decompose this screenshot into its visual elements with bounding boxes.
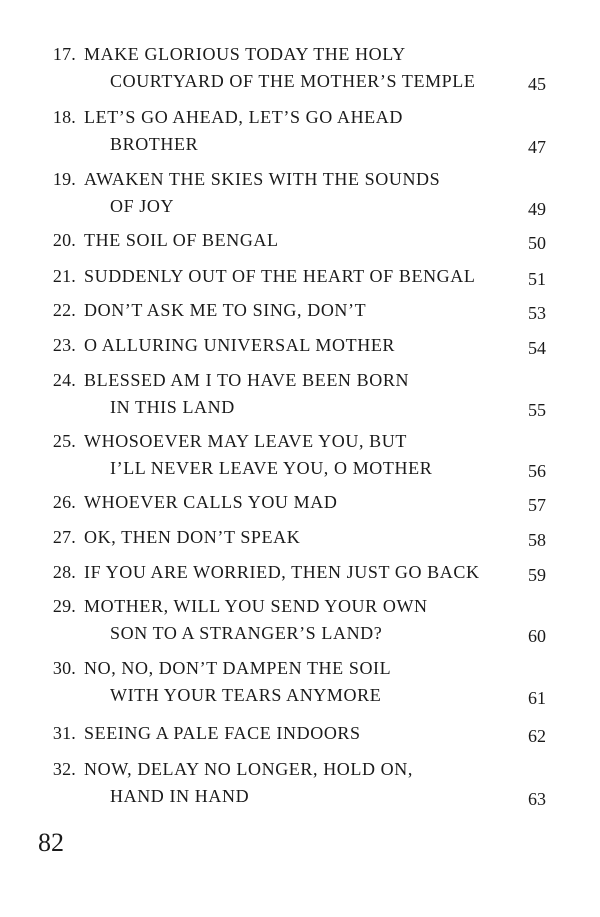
toc-entry-title: SUDDENLY OUT OF THE HEART OF BENGAL bbox=[84, 266, 476, 286]
toc-entry-title-continued: IN THIS LAND bbox=[110, 397, 235, 417]
toc-entry-number: 22. bbox=[52, 300, 76, 320]
toc-entry-page: 58 bbox=[528, 530, 546, 550]
toc-entry-number: 25. bbox=[52, 431, 76, 451]
toc-entry-page: 63 bbox=[528, 789, 546, 809]
toc-entry-number: 21. bbox=[52, 266, 76, 286]
toc-entry-title: NO, NO, DON’T DAMPEN THE SOIL bbox=[84, 658, 392, 678]
toc-entry-title: NOW, DELAY NO LONGER, HOLD ON, bbox=[84, 759, 413, 779]
toc-entry-number: 27. bbox=[52, 527, 76, 547]
toc-entry-title: MOTHER, WILL YOU SEND YOUR OWN bbox=[84, 596, 428, 616]
toc-entry-number: 17. bbox=[52, 44, 76, 64]
toc-entry-number: 20. bbox=[52, 230, 76, 250]
toc-entry-number: 19. bbox=[52, 169, 76, 189]
toc-entry-title-continued: HAND IN HAND bbox=[110, 786, 250, 806]
toc-entry-title: THE SOIL OF BENGAL bbox=[84, 230, 279, 250]
toc-entry-title: LET’S GO AHEAD, LET’S GO AHEAD bbox=[84, 107, 403, 127]
toc-entry-number: 32. bbox=[52, 759, 76, 779]
toc-entry-title: MAKE GLORIOUS TODAY THE HOLY bbox=[84, 44, 406, 64]
toc-entry-title: OK, THEN DON’T SPEAK bbox=[84, 527, 301, 547]
toc-entry-title: BLESSED AM I TO HAVE BEEN BORN bbox=[84, 370, 410, 390]
toc-entry-title: O ALLURING UNIVERSAL MOTHER bbox=[84, 335, 396, 355]
toc-entry-number: 23. bbox=[52, 335, 76, 355]
toc-entry-title: SEEING A PALE FACE INDOORS bbox=[84, 723, 361, 743]
toc-entry-title: WHOSOEVER MAY LEAVE YOU, BUT bbox=[84, 431, 407, 451]
toc-entry-page: 49 bbox=[528, 199, 546, 219]
toc-entry-page: 45 bbox=[528, 74, 546, 94]
toc-entry-page: 47 bbox=[528, 137, 546, 157]
toc-entry-title-continued: WITH YOUR TEARS ANYMORE bbox=[110, 685, 382, 705]
toc-entry-title-continued: OF JOY bbox=[110, 196, 175, 216]
toc-entry-title-continued: BROTHER bbox=[110, 134, 199, 154]
toc-entry-page: 54 bbox=[528, 338, 546, 358]
toc-entry-title-continued: I’LL NEVER LEAVE YOU, O MOTHER bbox=[110, 458, 433, 478]
toc-entry-title-continued: COURTYARD OF THE MOTHER’S TEMPLE bbox=[110, 71, 476, 91]
toc-entry-number: 24. bbox=[52, 370, 76, 390]
toc-entry-title: DON’T ASK ME TO SING, DON’T bbox=[84, 300, 367, 320]
toc-entry-page: 50 bbox=[528, 233, 546, 253]
toc-entry-title-continued: SON TO A STRANGER’S LAND? bbox=[110, 623, 383, 643]
toc-entry-page: 55 bbox=[528, 400, 546, 420]
toc-entry-page: 60 bbox=[528, 626, 546, 646]
toc-entry-number: 30. bbox=[52, 658, 76, 678]
toc-entry-title: IF YOU ARE WORRIED, THEN JUST GO BACK bbox=[84, 562, 480, 582]
toc-entry-page: 62 bbox=[528, 726, 546, 746]
toc-entry-page: 61 bbox=[528, 688, 546, 708]
page-number: 82 bbox=[38, 828, 64, 857]
toc-entry-number: 18. bbox=[52, 107, 76, 127]
toc-entry-page: 53 bbox=[528, 303, 546, 323]
toc-entry-number: 31. bbox=[52, 723, 76, 743]
toc-entry-title: AWAKEN THE SKIES WITH THE SOUNDS bbox=[84, 169, 441, 189]
toc-entry-number: 29. bbox=[52, 596, 76, 616]
toc-entry-page: 56 bbox=[528, 461, 546, 481]
toc-entry-page: 51 bbox=[528, 269, 546, 289]
toc-entry-page: 59 bbox=[528, 565, 546, 585]
toc-entry-title: WHOEVER CALLS YOU MAD bbox=[84, 492, 338, 512]
toc-entry-number: 28. bbox=[52, 562, 76, 582]
toc-entry-number: 26. bbox=[52, 492, 76, 512]
toc-entry-page: 57 bbox=[528, 495, 546, 515]
